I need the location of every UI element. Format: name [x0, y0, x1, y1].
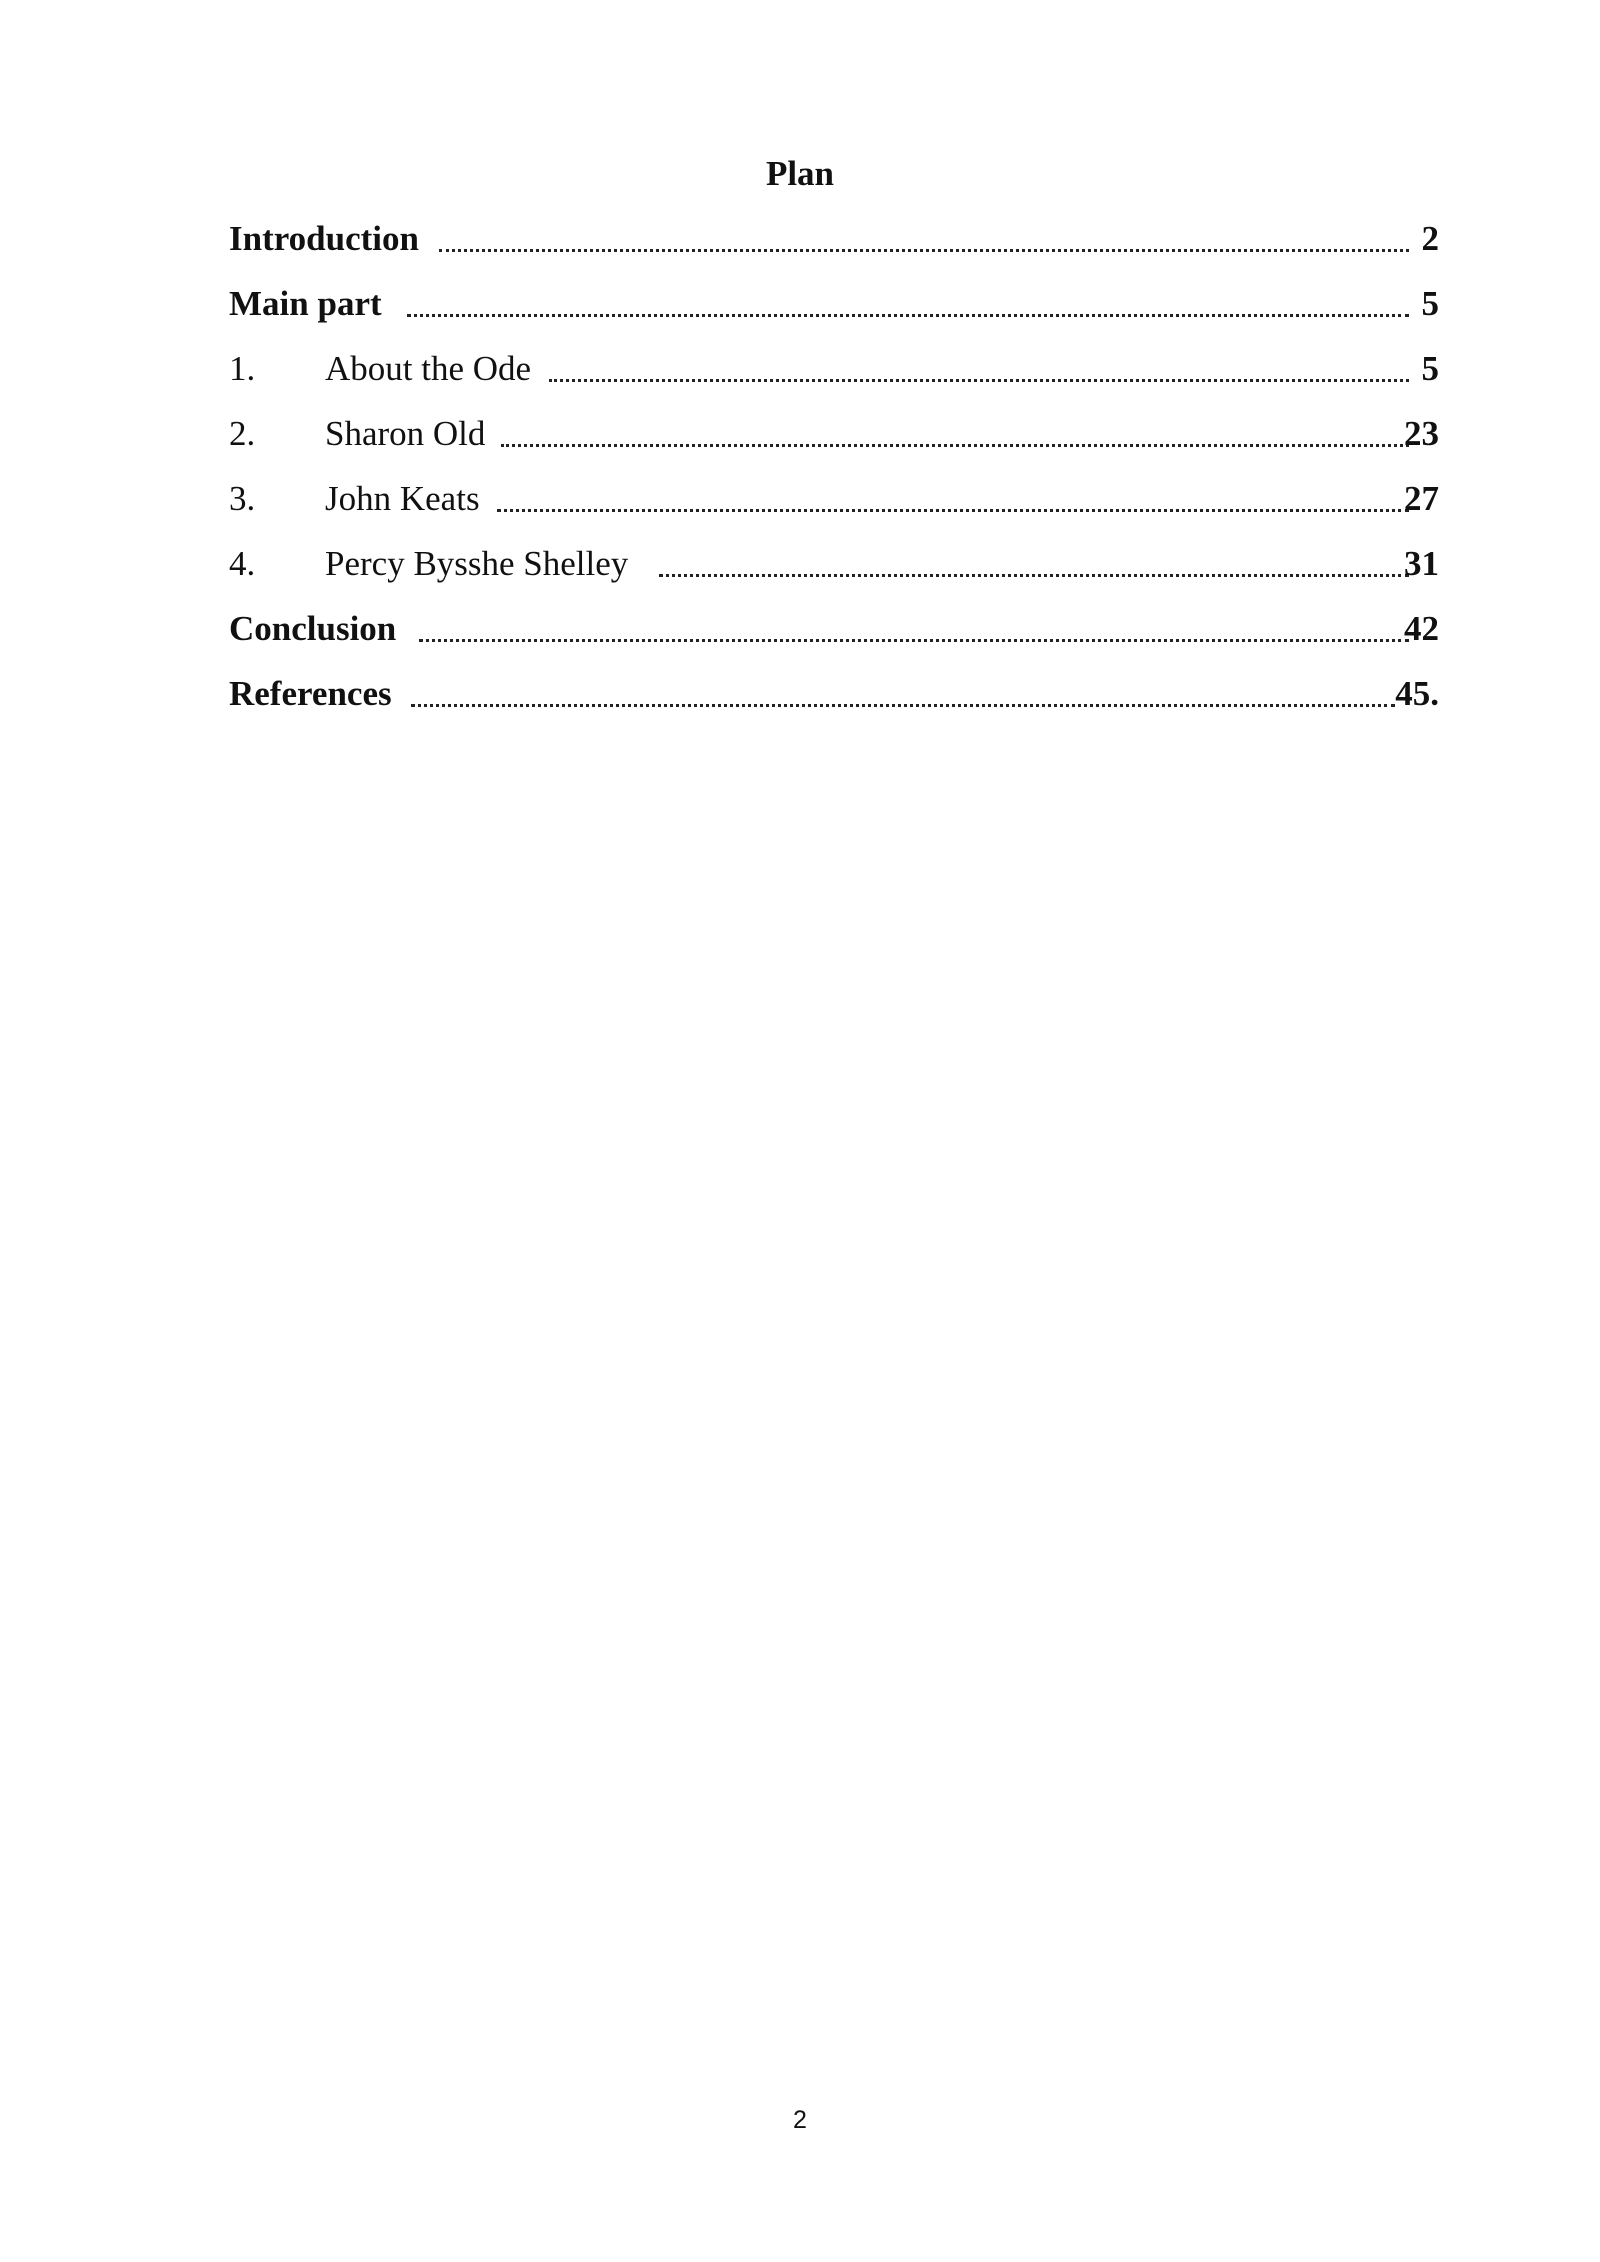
toc-entry-label: Main part — [229, 284, 382, 323]
toc-entry-references — [229, 670, 1439, 735]
toc-entry-number: 1. — [229, 349, 256, 388]
toc-entry-number: 3. — [229, 479, 256, 518]
toc-entry-page: 45. — [1395, 674, 1439, 713]
page-title: Plan — [765, 154, 835, 193]
toc-leader-dots — [659, 574, 1409, 577]
toc-entry-label: Conclusion — [229, 609, 397, 648]
toc-entry-main-part — [229, 280, 1439, 345]
toc-entry-page: 31 — [1404, 544, 1439, 583]
toc-entry-page: 42 — [1404, 609, 1439, 648]
toc-entry-label: John Keats — [325, 479, 480, 518]
toc-leader-dots — [407, 314, 1409, 317]
toc-entry-john-keats — [229, 475, 1439, 540]
toc-entry-about-the-ode — [229, 345, 1439, 410]
toc-entry-label: About the Ode — [325, 349, 532, 388]
toc-leader-dots — [419, 639, 1409, 642]
toc-entry-sharon-old — [229, 410, 1439, 475]
toc-entry-page: 5 — [1421, 349, 1439, 388]
toc-leader-dots — [497, 509, 1409, 512]
table-of-contents — [229, 215, 1439, 735]
toc-entry-conclusion — [229, 605, 1439, 670]
toc-leader-dots — [439, 249, 1409, 252]
toc-entry-label: Sharon Old — [325, 414, 486, 453]
toc-entry-percy-bysshe-shelley — [229, 540, 1439, 605]
toc-entry-number: 2. — [229, 414, 256, 453]
toc-entry-page: 5 — [1421, 284, 1439, 323]
toc-leader-dots — [501, 444, 1409, 447]
toc-leader-dots — [411, 704, 1395, 707]
toc-entry-label: Percy Bysshe Shelley — [325, 544, 629, 583]
toc-entry-introduction — [229, 215, 1439, 280]
toc-entry-label: References — [229, 674, 392, 713]
toc-leader-dots — [549, 379, 1409, 382]
toc-entry-page: 2 — [1421, 219, 1439, 258]
toc-entry-number: 4. — [229, 544, 256, 583]
toc-entry-page: 23 — [1404, 414, 1439, 453]
toc-entry-page: 27 — [1404, 479, 1439, 518]
toc-entry-label: Introduction — [229, 219, 419, 258]
footer-page-number: 2 — [793, 2106, 807, 2134]
